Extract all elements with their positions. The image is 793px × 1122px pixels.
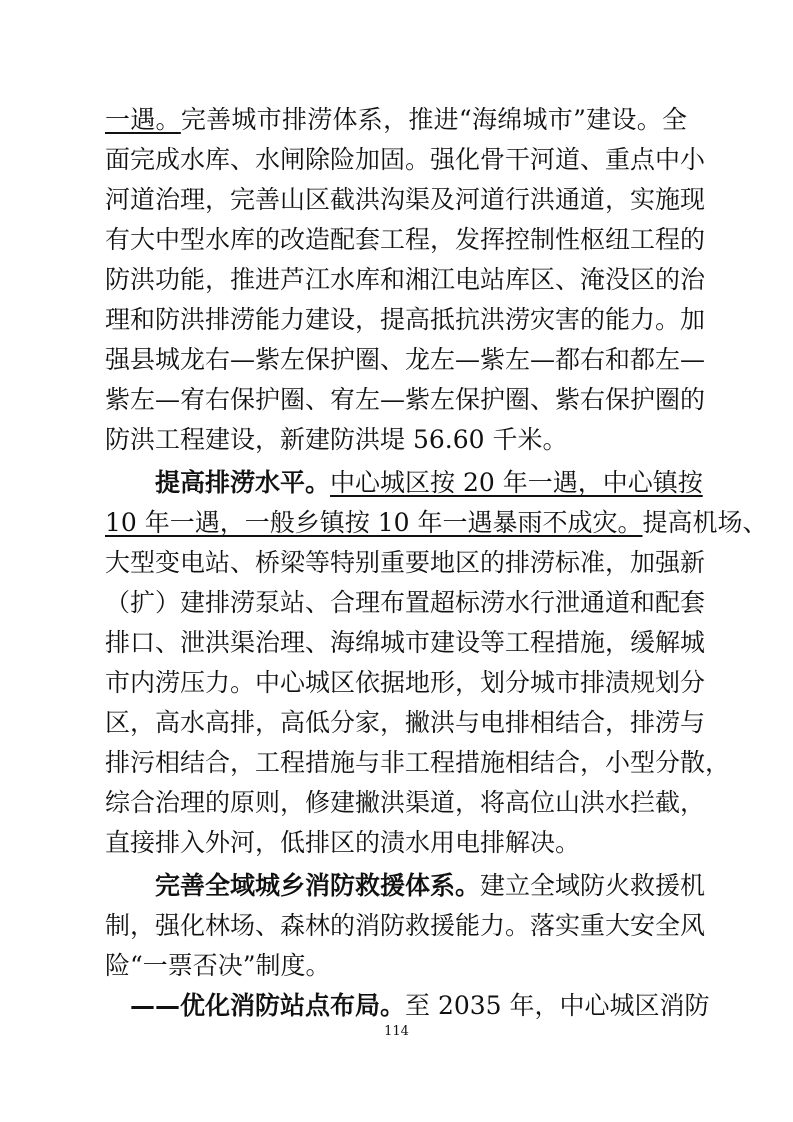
bold-heading: 提高排涝水平。 [155,468,331,497]
text-line: 制，强化林场、森林的消防救援能力。落实重大安全风 [105,911,706,940]
paragraph-heading-line [155,463,703,503]
paragraph-heading-line: ——优化消防站点布局。至 2035 年，中心城区消防 [130,991,710,1020]
text-line: 大型变电站、桥梁等特别重要地区的排涝标准，加强新 [105,548,706,577]
bold-heading: 完善全域城乡消防救援体系。 [155,871,481,900]
text-line: （扩）建排涝泵站、合理布置超标涝水行泄通道和配套 [105,588,706,617]
text-line: 面完成水库、水闸除险加固。强化骨干河道、重点中小 [105,145,706,174]
underlined-text: 中心城区按 20 年一遇，中心镇按 [330,468,703,497]
text-line: 市内涝压力。中心城区依据地形，划分城市排渍规划分 [105,668,706,697]
text-line: 排口、泄洪渠治理、海绵城市建设等工程措施，缓解城 [105,628,706,657]
text-line: 防洪工程建设，新建防洪堤 56.60 千米。 [105,425,568,454]
text-line: 强县城龙右—紫左保护圈、龙左—紫左—都右和都左— [105,345,706,374]
underlined-text: 10 年一遇，一般乡镇按 10 年一遇暴雨不成灾。 [105,508,643,537]
bold-heading: ——优化消防站点布局。 [130,991,406,1020]
text-line: 有大中型水库的改造配套工程，发挥控制性枢纽工程的 [105,225,706,254]
page-number: 114 [384,1024,409,1039]
underlined-text: 一遇。 [105,105,181,134]
text-line: 排污相结合，工程措施与非工程措施相结合，小型分散， [105,748,731,777]
paragraph-heading-line: 完善全域城乡消防救援体系。建立全域防火救援机 [155,871,706,900]
text-line: 直接排入外河，低排区的渍水用电排解决。 [105,828,581,857]
text-line: 10 年一遇，一般乡镇按 10 年一遇暴雨不成灾。提高机场、 [105,508,768,537]
text-line: 防洪功能，推进芦江水库和湘江电站库区、淹没区的治 [105,265,706,294]
text-line: 区，高水高排，高低分家，撇洪与电排相结合，排涝与 [105,708,706,737]
text-line: 理和防洪排涝能力建设，提高抵抗洪涝灾害的能力。加 [105,305,706,334]
text-line: 紫左—宥右保护圈、宥左—紫左保护圈、紫右保护圈的 [105,385,706,414]
text-line: 河道治理，完善山区截洪沟渠及河道行洪通道，实施现 [105,185,706,214]
text-line: 险“一票否决”制度。 [105,951,331,980]
text-line: 综合治理的原则，修建撇洪渠道，将高位山洪水拦截， [105,788,706,817]
text-line: 一遇。完善城市排涝体系，推进“海绵城市”建设。全 [105,105,687,134]
